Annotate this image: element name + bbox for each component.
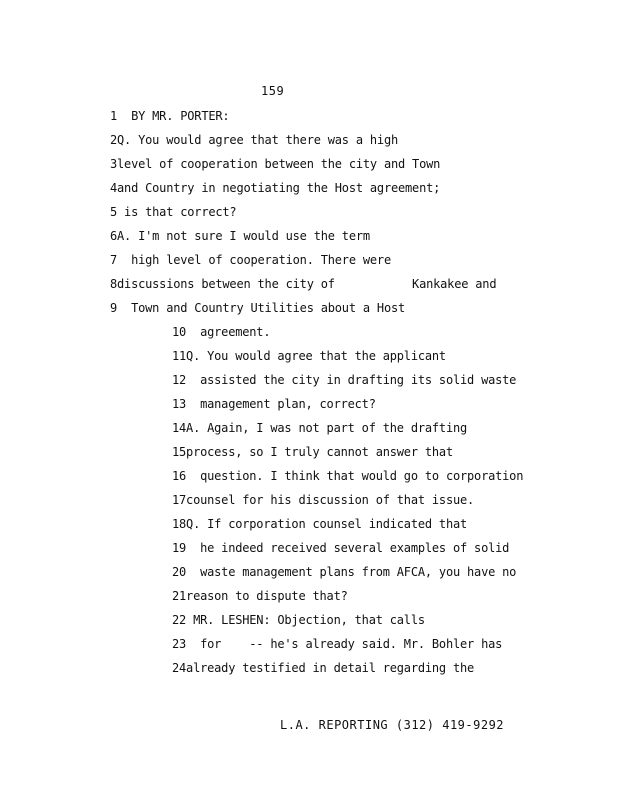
transcript-line-12: 12 assisted the city in drafting its solid waste xyxy=(172,373,517,387)
transcript-line-23: 23 for -- he's already said. Mr. Bohler has xyxy=(172,637,503,651)
transcript-line-19: 19 he indeed received several examples of solid xyxy=(172,541,510,555)
transcript-line-21: 21reason to dispute that? xyxy=(172,589,348,603)
transcript-line-3: 3level of cooperation between the city and Town xyxy=(110,157,441,171)
transcript-line-14: 14A. Again, I was not part of the drafting xyxy=(172,421,468,435)
page-number: 159 xyxy=(261,84,285,98)
transcript-line-13: 13 management plan, correct? xyxy=(172,397,376,411)
transcript-line-7: 7 high level of cooperation. There were xyxy=(110,253,391,267)
reporting-footer: L.A. REPORTING (312) 419-9292 xyxy=(280,718,505,732)
transcript-line-11: 11Q. You would agree that the applicant xyxy=(172,349,446,363)
transcript-line-6: 6A. I'm not sure I would use the term xyxy=(110,229,370,243)
transcript-line-22: 22 MR. LESHEN: Objection, that calls xyxy=(172,613,425,627)
transcript-line-5: 5 is that correct? xyxy=(110,205,237,219)
transcript-line-20: 20 waste management plans from AFCA, you have no xyxy=(172,565,517,579)
transcript-line-16: 16 question. I think that would go to corporation xyxy=(172,469,524,483)
transcript-line-24: 24already testified in detail regarding the xyxy=(172,661,475,675)
transcript-line-8: 8discussions between the city of Kankakee and xyxy=(110,277,497,291)
transcript-line-2: 2Q. You would agree that there was a high xyxy=(110,133,399,147)
transcript-line-4: 4and Country in negotiating the Host agreement; xyxy=(110,181,441,195)
transcript-line-17: 17counsel for his discussion of that issue. xyxy=(172,493,475,507)
transcript-line-1: 1 BY MR. PORTER: xyxy=(110,109,230,123)
transcript-line-18: 18Q. If corporation counsel indicated that xyxy=(172,517,468,531)
transcript-line-15: 15process, so I truly cannot answer that xyxy=(172,445,453,459)
transcript-line-10: 10 agreement. xyxy=(172,325,271,339)
transcript-line-9: 9 Town and Country Utilities about a Host xyxy=(110,301,406,315)
